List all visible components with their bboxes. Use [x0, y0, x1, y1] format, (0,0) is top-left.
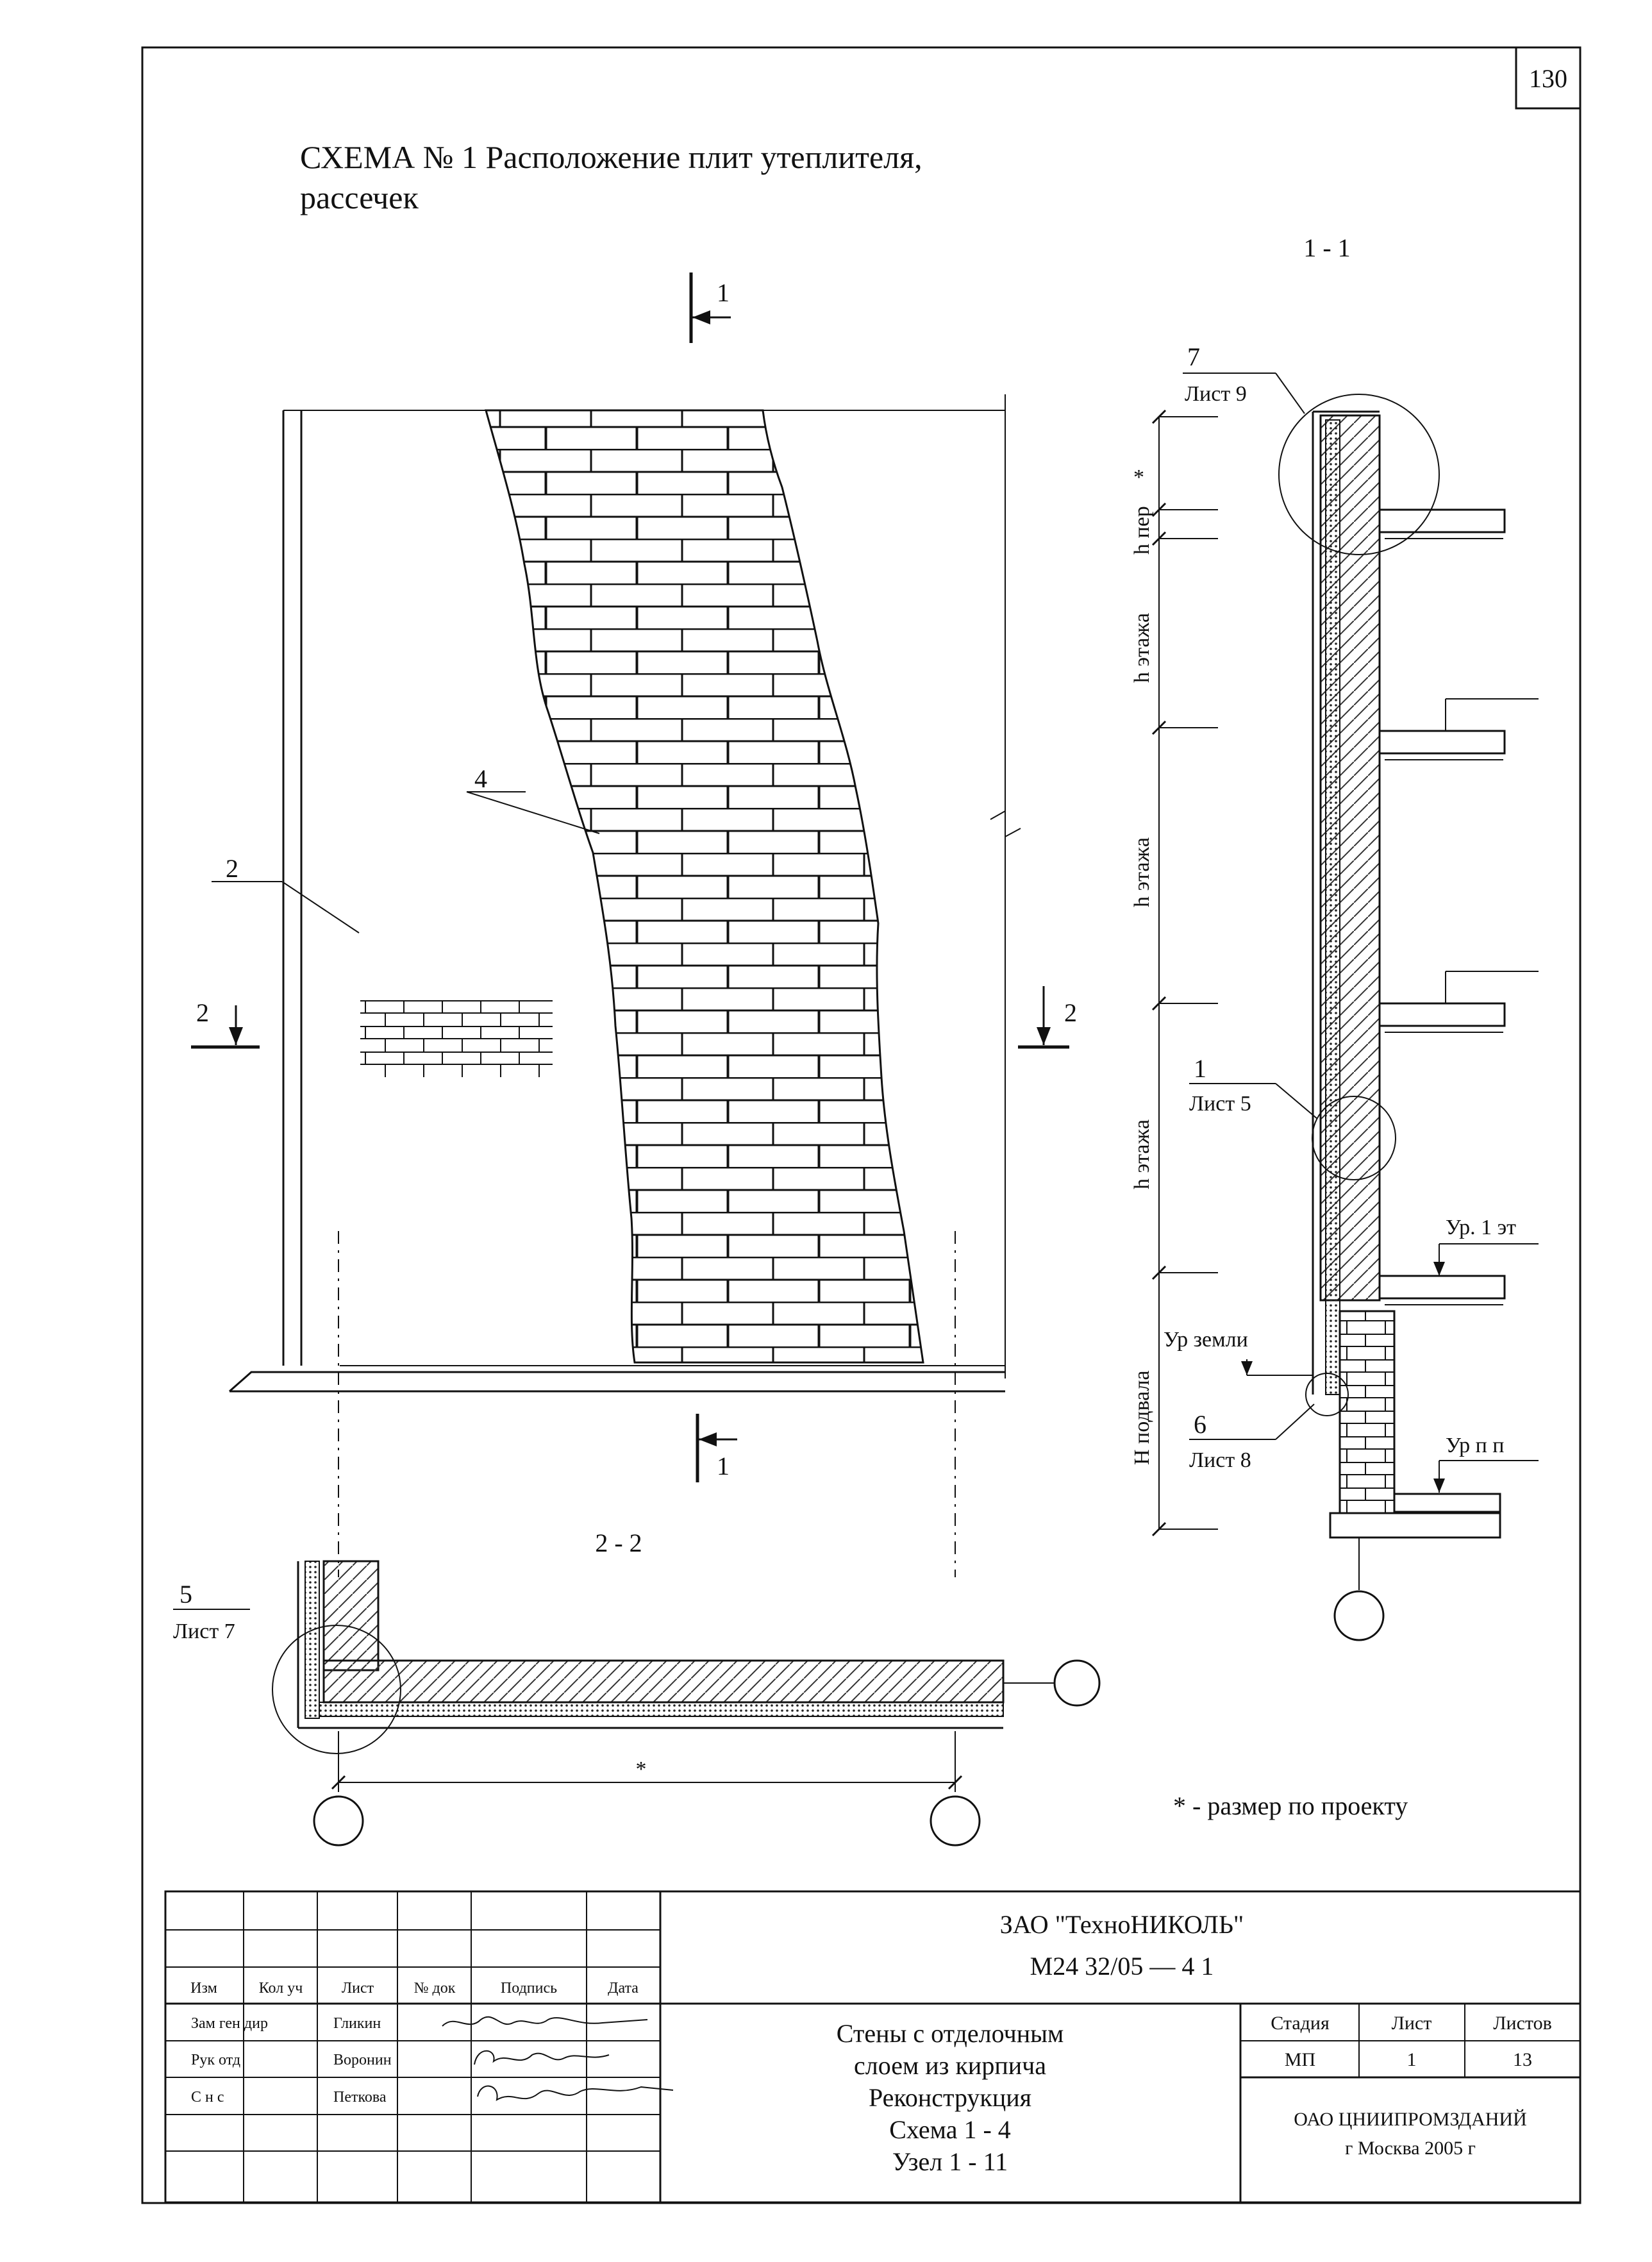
brick-sample-patch — [360, 1000, 553, 1077]
cut-mark-2-right: 2 — [1064, 998, 1077, 1027]
signature-2 — [474, 2051, 609, 2065]
elevation-view — [191, 272, 1077, 1577]
level-floor1: Ур. 1 эт — [1446, 1216, 1517, 1239]
tb-desc-4: Схема 1 - 4 — [889, 2115, 1011, 2144]
tb-company: ЗАО "ТехноНИКОЛЬ" — [999, 1910, 1244, 1939]
tb-sheets-header: Листов — [1493, 2013, 1552, 2034]
level-basement-floor: Ур п п — [1446, 1434, 1505, 1457]
callout-1-sheet: Лист 5 — [1189, 1092, 1251, 1116]
tb-desc-2: слоем из кирпича — [854, 2051, 1046, 2080]
dim-star-2-2: * — [635, 1757, 647, 1781]
tb-sheet-value: 1 — [1406, 2049, 1417, 2070]
callout-5-number: 5 — [179, 1580, 192, 1609]
tb-org-line1: ОАО ЦНИИПРОМЗДАНИЙ — [1294, 2109, 1527, 2130]
callout-7-number: 7 — [1187, 342, 1200, 371]
signature-3 — [478, 2086, 673, 2100]
tb-desc-3: Реконструкция — [868, 2083, 1032, 2112]
tb-stage-header: Стадия — [1271, 2013, 1330, 2034]
cut-mark-1-top: 1 — [717, 278, 730, 307]
tb-name-3: Петкова — [333, 2089, 387, 2106]
tb-stage-value: МП — [1284, 2049, 1316, 2070]
tb-header-doc: № док — [413, 1980, 456, 1997]
tb-desc-5: Узел 1 - 11 — [892, 2147, 1008, 2176]
callout-6-sheet: Лист 8 — [1189, 1448, 1251, 1472]
axis-marker-1-1 — [1335, 1591, 1383, 1640]
dim-h-basement: H подвала — [1130, 1370, 1154, 1465]
dim-h-floor-1: h этажа — [1130, 612, 1154, 683]
tb-doc-code: М24 32/05 — 4 1 — [1030, 1952, 1214, 1981]
cut-mark-1-bottom: 1 — [717, 1452, 730, 1480]
callout-7-sheet: Лист 9 — [1185, 382, 1247, 406]
dim-h-floor-2: h этажа — [1130, 837, 1154, 907]
sheet-number: 130 — [1529, 64, 1567, 93]
tb-header-sign: Подпись — [500, 1980, 558, 1997]
leader-label-2: 2 — [226, 854, 238, 883]
tb-desc-1: Стены с отделочным — [836, 2019, 1064, 2048]
dim-h-per: h пер — [1130, 506, 1154, 555]
section-2-2 — [173, 1529, 1099, 1845]
tb-role-2: Рук отд — [191, 2052, 241, 2068]
callout-6-number: 6 — [1194, 1410, 1206, 1439]
dim-h-floor-3: h этажа — [1130, 1119, 1154, 1189]
schema-title-line1: СХЕМА № 1 Расположение плит утеплителя, — [300, 139, 922, 175]
callout-5-sheet: Лист 7 — [173, 1620, 235, 1643]
section-2-2-title: 2 - 2 — [595, 1529, 642, 1557]
brick-facing — [486, 410, 923, 1362]
section-1-1 — [1130, 233, 1539, 1640]
axis-marker-bottom-right — [931, 1797, 980, 1845]
tb-org-line2: г Москва 2005 г — [1345, 2138, 1476, 2159]
tb-header-kolvo: Кол уч — [258, 1980, 303, 1997]
title-block — [165, 1891, 1580, 2202]
axis-marker-right — [1055, 1661, 1099, 1705]
axis-marker-left — [314, 1797, 363, 1845]
tb-header-date: Дата — [608, 1980, 638, 1997]
tb-name-1: Гликин — [333, 2015, 381, 2032]
tb-header-izm: Изм — [190, 1980, 217, 1997]
leader-label-4: 4 — [474, 764, 487, 793]
tb-role-1: Зам ген дир — [191, 2015, 268, 2032]
callout-1-number: 1 — [1194, 1054, 1206, 1083]
schema-title-line2: рассечек — [300, 180, 419, 215]
level-ground: Ур земли — [1164, 1328, 1248, 1352]
cut-mark-2-left: 2 — [196, 998, 209, 1027]
signature-1 — [442, 2017, 647, 2026]
section-1-1-title: 1 - 1 — [1303, 233, 1351, 262]
size-note: * - размер по проекту — [1173, 1791, 1408, 1820]
tb-sheet-header: Лист — [1391, 2013, 1432, 2034]
tb-name-2: Воронин — [333, 2052, 392, 2068]
tb-role-3: С н с — [191, 2089, 224, 2106]
tb-sheets-value: 13 — [1513, 2049, 1532, 2070]
dim-star-1-1: * — [1133, 465, 1144, 489]
tb-header-list: Лист — [341, 1980, 374, 1997]
